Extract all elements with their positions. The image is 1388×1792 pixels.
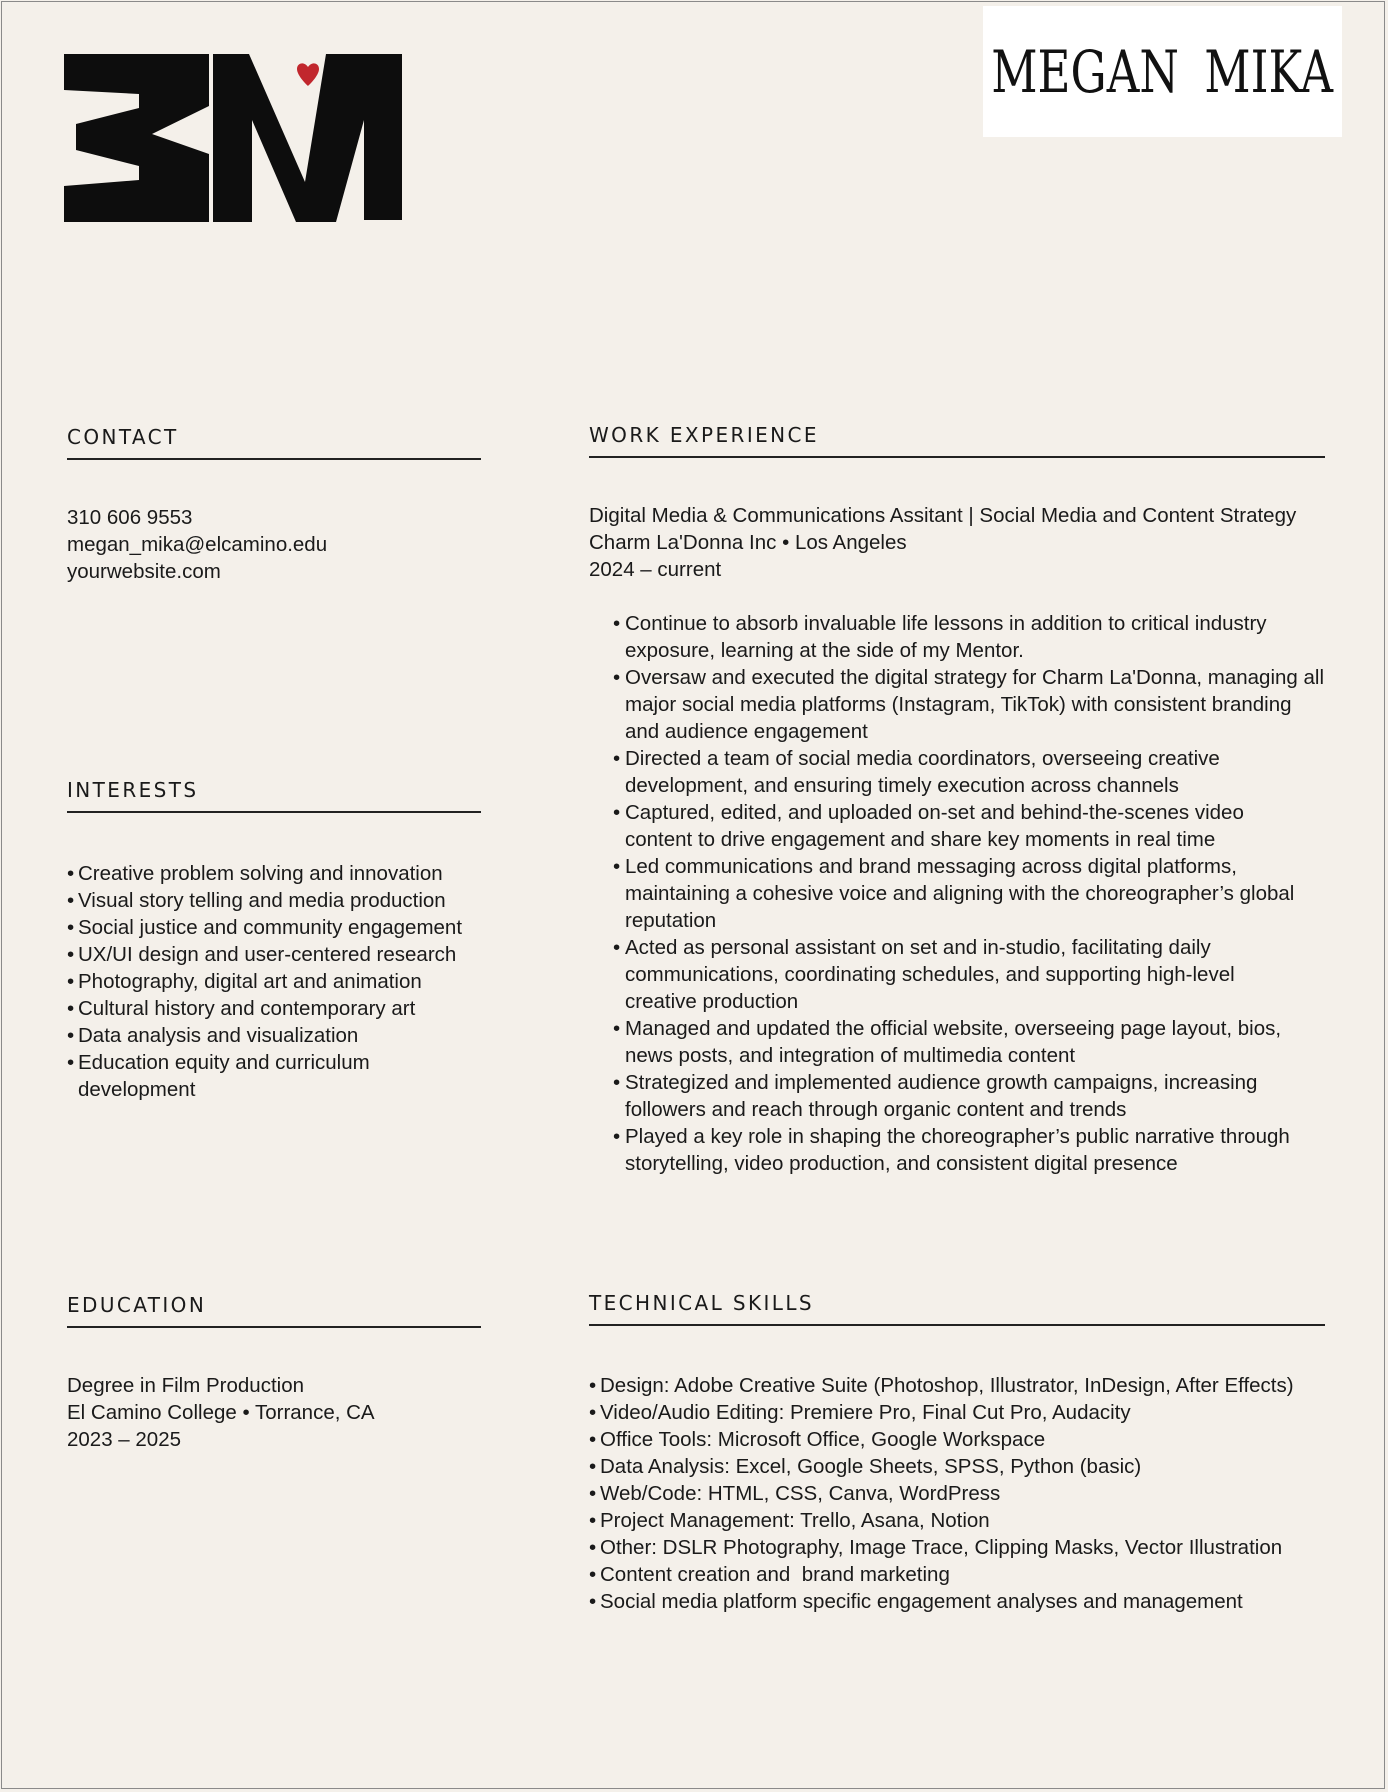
education-heading: EDUCATION <box>67 1293 481 1328</box>
job-title: Digital Media & Communications Assitant | Social Media and Content Strategy <box>589 504 1297 527</box>
monogram-logo <box>64 54 402 222</box>
list-item: • Managed and updated the official website, overseeing page layout, bios, news posts, and integration of multimedia content <box>613 1015 1325 1069</box>
list-item: • Directed a team of social media coordinators, overseeing creative development, and ensuring timely execution across channels <box>613 745 1265 799</box>
list-item: • Continue to absorb invaluable life lessons in addition to critical industry exposure, learning at the side of my Mentor. <box>613 610 1305 664</box>
contact-website[interactable]: yourwebsite.com <box>67 560 221 583</box>
interests-section <box>67 778 481 1103</box>
work-heading: WORK EXPERIENCE <box>589 423 1325 458</box>
list-item: • Photography, digital art and animation <box>67 968 477 995</box>
list-item: • Led communications and brand messaging across digital platforms, maintaining a cohesive voice and aligning with the choreographer’s global reputation <box>613 853 1305 934</box>
skills-list <box>589 1372 1325 1615</box>
list-item: • Education equity and curriculum development <box>67 1049 408 1103</box>
interests-heading: INTERESTS <box>67 778 481 813</box>
list-item: • Data analysis and visualization <box>67 1022 477 1049</box>
list-item: • Visual story telling and media production <box>67 887 477 914</box>
list-item: • Other: DSLR Photography, Image Trace, Clipping Masks, Vector Illustration <box>589 1534 1325 1561</box>
contact-email[interactable]: megan_mika@elcamino.edu <box>67 533 328 556</box>
contact-details <box>67 504 481 585</box>
contact-phone: 310 606 9553 <box>67 506 193 529</box>
list-item: • Social justice and community engagement <box>67 914 477 941</box>
name-banner <box>983 6 1342 137</box>
job-header <box>589 502 1325 583</box>
education-degree: Degree in Film Production <box>67 1374 304 1397</box>
heart-icon <box>297 63 319 86</box>
education-school: El Camino College • Torrance, CA <box>67 1401 375 1424</box>
person-name: MEGAN MIKA <box>991 37 1334 106</box>
list-item: • Video/Audio Editing: Premiere Pro, Final Cut Pro, Audacity <box>589 1399 1325 1426</box>
list-item: • Design: Adobe Creative Suite (Photoshop, Illustrator, InDesign, After Effects) <box>589 1372 1325 1399</box>
list-item: • Social media platform specific engagement analyses and management <box>589 1588 1325 1615</box>
contact-section <box>67 425 481 585</box>
job-company: Charm La'Donna Inc • Los Angeles <box>589 531 907 554</box>
interests-list <box>67 860 477 1103</box>
list-item: • Played a key role in shaping the choreographer’s public narrative through storytelling, video production, and consistent digital presence <box>613 1123 1325 1177</box>
list-item: • UX/UI design and user-centered research <box>67 941 477 968</box>
work-bullets <box>613 610 1325 1177</box>
list-item: • Strategized and implemented audience growth campaigns, increasing followers and reach through organic content and trends <box>613 1069 1305 1123</box>
skills-section <box>589 1291 1325 1615</box>
list-item: • Office Tools: Microsoft Office, Google Workspace <box>589 1426 1325 1453</box>
list-item: • Web/Code: HTML, CSS, Canva, WordPress <box>589 1480 1325 1507</box>
list-item: • Creative problem solving and innovation <box>67 860 477 887</box>
list-item: • Captured, edited, and uploaded on-set and behind-the-scenes video content to drive engagement and share key moments in real time <box>613 799 1295 853</box>
list-item: • Project Management: Trello, Asana, Notion <box>589 1507 1325 1534</box>
list-item: • Oversaw and executed the digital strategy for Charm La'Donna, managing all major social media platforms (Instagram, TikTok) with consistent branding and audience engagement <box>613 664 1325 745</box>
list-item: • Data Analysis: Excel, Google Sheets, SPSS, Python (basic) <box>589 1453 1325 1480</box>
monogram-logo-graphic <box>64 54 402 222</box>
work-section <box>589 423 1325 1177</box>
education-dates: 2023 – 2025 <box>67 1428 182 1451</box>
education-details <box>67 1372 481 1453</box>
education-section <box>67 1293 481 1453</box>
job-dates: 2024 – current <box>589 558 722 581</box>
skills-heading: TECHNICAL SKILLS <box>589 1291 1325 1326</box>
list-item: • Cultural history and contemporary art <box>67 995 477 1022</box>
contact-heading: CONTACT <box>67 425 481 460</box>
list-item: • Acted as personal assistant on set and in-studio, facilitating daily communications, coordinating schedules, and supporting high-level creative production <box>613 934 1295 1015</box>
resume-page <box>1 1 1385 1789</box>
list-item: • Content creation and brand marketing <box>589 1561 1325 1588</box>
